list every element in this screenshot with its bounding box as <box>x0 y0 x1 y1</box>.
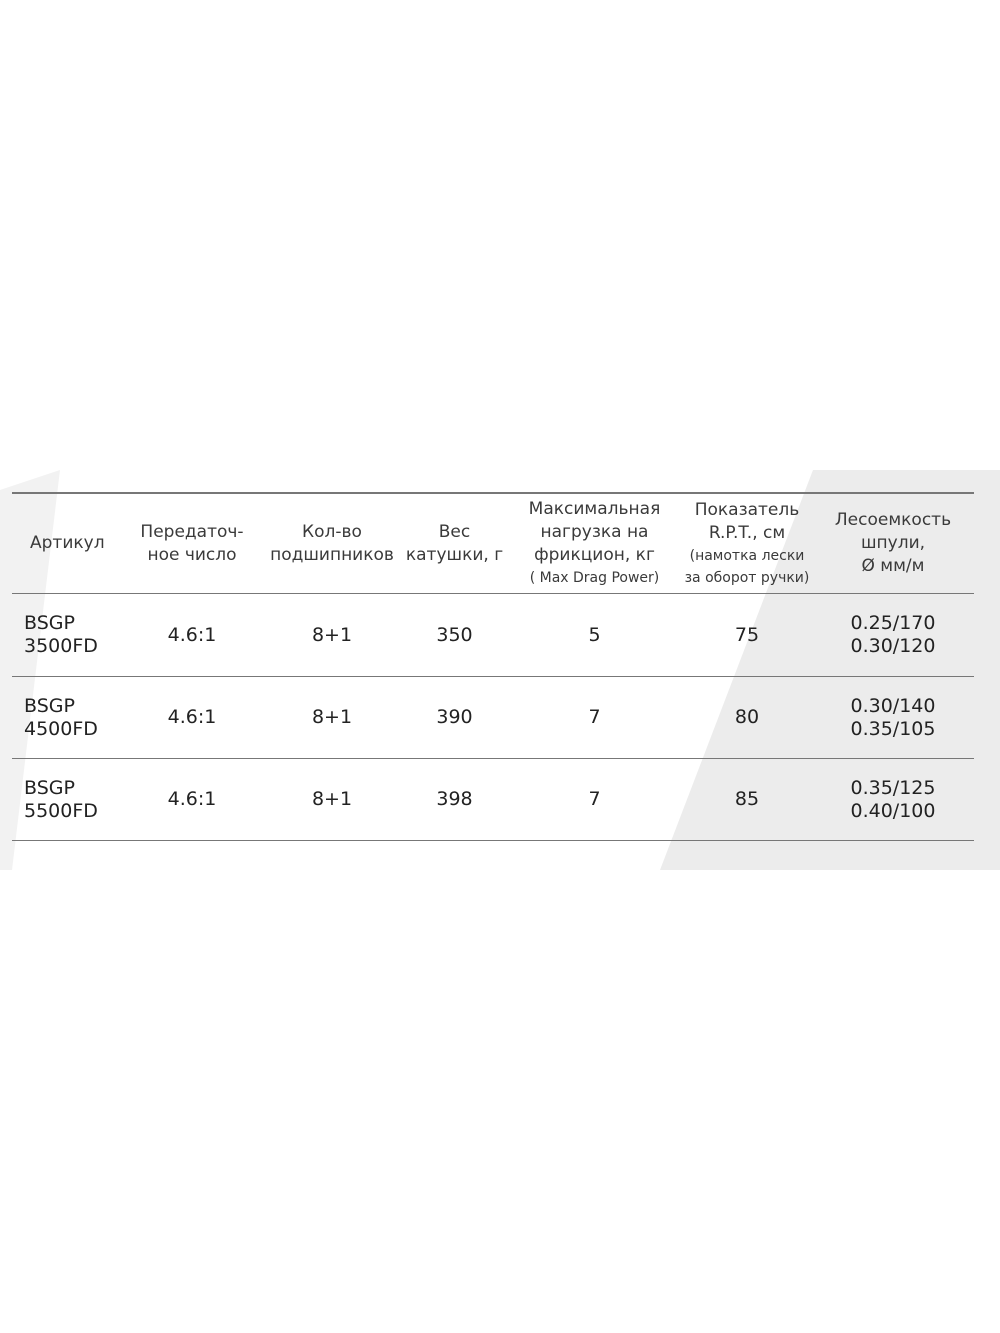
cell-rpt: 85 <box>682 759 812 841</box>
cell-rpt: 75 <box>682 594 812 677</box>
header-weight: Вес катушки, г <box>402 493 507 594</box>
cell-bearings: 8+1 <box>262 594 402 677</box>
header-row <box>12 493 974 594</box>
header-drag: Максимальная нагрузка на фрикцион, кг ( Max Drag Power) <box>507 493 682 594</box>
cell-drag: 7 <box>507 759 682 841</box>
table-row <box>12 677 974 759</box>
cell-bearings: 8+1 <box>262 677 402 759</box>
specs-table <box>12 492 974 841</box>
cell-capacity: 0.35/125 0.40/100 <box>812 759 974 841</box>
cell-weight: 398 <box>402 759 507 841</box>
cell-drag: 7 <box>507 677 682 759</box>
cell-model: BSGP 5500FD <box>12 759 122 841</box>
header-gear-ratio: Передаточ- ное число <box>122 493 262 594</box>
cell-drag: 5 <box>507 594 682 677</box>
cell-model: BSGP 3500FD <box>12 594 122 677</box>
cell-rpt: 80 <box>682 677 812 759</box>
cell-gear-ratio: 4.6:1 <box>122 759 262 841</box>
cell-capacity: 0.30/140 0.35/105 <box>812 677 974 759</box>
cell-bearings: 8+1 <box>262 759 402 841</box>
cell-weight: 350 <box>402 594 507 677</box>
table-row <box>12 594 974 677</box>
cell-gear-ratio: 4.6:1 <box>122 594 262 677</box>
cell-gear-ratio: 4.6:1 <box>122 677 262 759</box>
cell-weight: 390 <box>402 677 507 759</box>
header-bearings: Кол-во подшипников <box>262 493 402 594</box>
header-article: Артикул <box>12 493 122 594</box>
cell-model: BSGP 4500FD <box>12 677 122 759</box>
header-rpt: Показатель R.P.T., см (намотка лески за оборот ручки) <box>682 493 812 594</box>
table-row <box>12 759 974 841</box>
header-drag-sub: ( Max Drag Power) <box>529 570 660 586</box>
cell-capacity: 0.25/170 0.30/120 <box>812 594 974 677</box>
header-capacity: Лесоемкость шпули, Ø мм/м <box>812 493 974 594</box>
